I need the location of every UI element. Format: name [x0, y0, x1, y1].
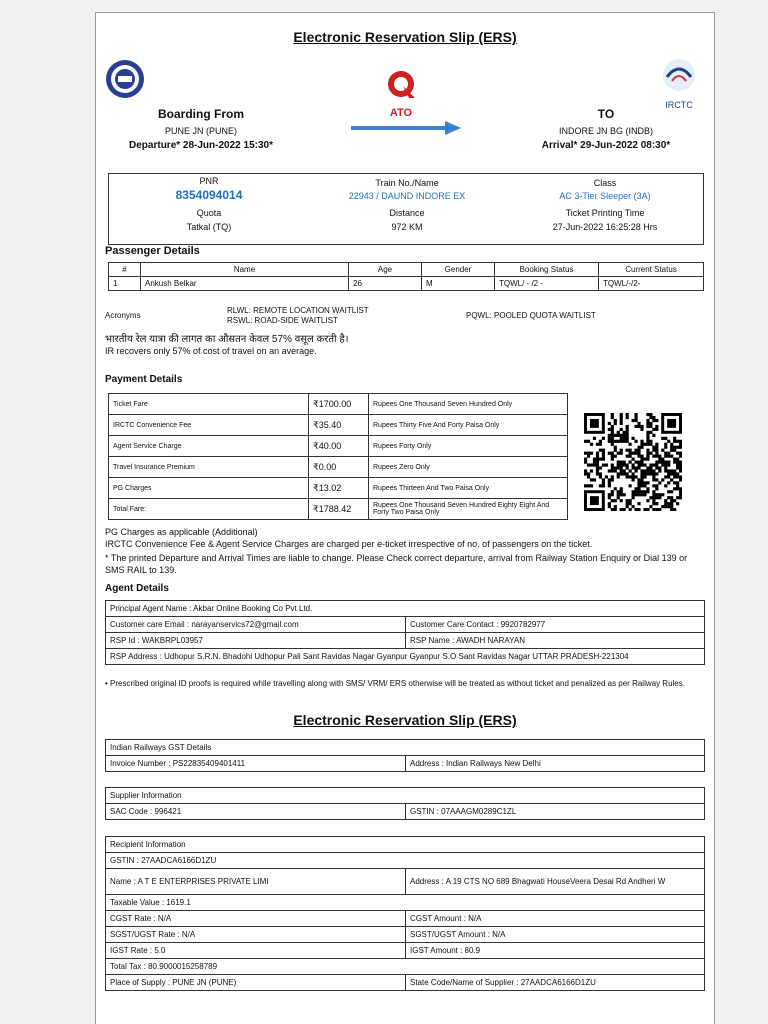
table-cell: Rupees Zero Only — [369, 457, 568, 478]
table-cell: ₹35.40 — [309, 415, 369, 436]
ato-logo-icon — [381, 68, 421, 106]
table-row — [106, 601, 705, 617]
indian-railways-emblem-icon — [104, 58, 146, 105]
convenience-note: IRCTC Convenience Fee & Agent Service Charges are charged per e-ticket irrespective of no. of passengers on the ticket. — [105, 539, 593, 549]
table-row — [109, 436, 568, 457]
table-row — [106, 975, 705, 991]
boarding-station: PUNE JN (PUNE) — [164, 126, 237, 136]
table-row — [106, 869, 705, 895]
arrival-time: Arrival* 29-Jun-2022 08:30* — [541, 140, 671, 151]
acronym-rlwl: RLWL: REMOTE LOCATION WAITLIST — [227, 306, 369, 315]
id-proof-note — [105, 679, 705, 689]
table-cell: 1 — [109, 277, 141, 291]
rsp-id: RSP Id : WAKBRPL03957 — [106, 633, 406, 649]
to-station: INDORE JN BG (INDB) — [558, 126, 653, 136]
table-cell: Rupees Thirteen And Two Paisa Only — [369, 478, 568, 499]
table-row — [109, 499, 568, 520]
table-row — [106, 853, 705, 869]
supplier-table — [105, 787, 705, 820]
table-cell: ₹0.00 — [309, 457, 369, 478]
acronym-pqwl: PQWL: POOLED QUOTA WAITLIST — [466, 311, 596, 320]
acronym-rswl: RSWL: ROAD-SIDE WAITLIST — [227, 316, 338, 325]
rsp-name: RSP Name : AWADH NARAYAN — [406, 633, 705, 649]
place-of-supply: Place of Supply : PUNE JN (PUNE) — [106, 975, 406, 991]
table-cell: ₹40.00 — [309, 436, 369, 457]
recipient-gstin: GSTIN : 27AADCA6166D1ZU — [106, 853, 705, 869]
table-row — [109, 415, 568, 436]
table-row — [106, 895, 705, 911]
agent-heading: Agent Details — [105, 583, 169, 594]
customer-care-email: Customer care Email : narayanservics72@gmail.com — [106, 617, 406, 633]
acronyms-label: Acronyms — [105, 311, 141, 320]
invoice-number: Invoice Number : PS22835409401411 — [106, 756, 406, 772]
passenger-heading: Passenger Details — [105, 245, 200, 257]
quota-value: Tatkal (TQ) — [186, 222, 232, 232]
table-row — [109, 457, 568, 478]
table-cell: Rupees One Thousand Seven Hundred Only — [369, 394, 568, 415]
igst-amount: IGST Amount : 80.9 — [406, 943, 705, 959]
passenger-header-row — [109, 263, 704, 277]
table-cell: ₹1700.00 — [309, 394, 369, 415]
table-cell: Total Fare: — [109, 499, 309, 520]
table-cell: M — [422, 277, 495, 291]
supplier-gstin: GSTIN : 07AAAGM0289C1ZL — [406, 804, 705, 820]
english-notice: IR recovers only 57% of cost of travel on an average. — [105, 346, 317, 356]
ir-gst-heading: Indian Railways GST Details — [106, 740, 705, 756]
table-row — [106, 740, 705, 756]
bullet-icon: • — [105, 679, 108, 688]
table-cell: Rupees One Thousand Seven Hundred Eighty Eight And Forty Two Paisa Only — [369, 499, 568, 520]
col-header: Current Status — [599, 263, 704, 277]
boarding-label: Boarding From — [158, 107, 244, 121]
ato-logo — [381, 68, 421, 119]
recipient-heading: Recipient Information — [106, 837, 705, 853]
cgst-amount: CGST Amount : N/A — [406, 911, 705, 927]
table-cell: Ankush Belkar — [141, 277, 349, 291]
table-cell: 26 — [349, 277, 422, 291]
id-proof-text: Prescribed original ID proofs is required while travelling along with SMS/ VRM/ ERS otherwise will be treated as without ticket and penalized as per Railway Rules. — [110, 679, 685, 688]
to-label: TO — [597, 107, 615, 121]
customer-care-contact: Customer Care Contact : 9920782977 — [406, 617, 705, 633]
table-cell: PG Charges — [109, 478, 309, 499]
printing-value: 27-Jun-2022 16:25:28 Hrs — [552, 222, 658, 232]
table-row — [106, 959, 705, 975]
agent-table — [105, 600, 705, 665]
table-row — [109, 394, 568, 415]
hindi-notice: भारतीय रेल यात्रा की लागत का औसतन केवल 57% वसूल करती है। — [105, 334, 349, 345]
table-cell: Rupees Thirty Five And Forty Paisa Only — [369, 415, 568, 436]
table-cell: Ticket Fare — [109, 394, 309, 415]
taxable-value: Taxable Value : 1619.1 — [106, 895, 705, 911]
recipient-name: Name : A T E ENTERPRISES PRIVATE LIMI — [106, 869, 406, 895]
arrow-right-icon — [351, 121, 461, 140]
supplier-heading: Supplier Information — [106, 788, 705, 804]
times-note: * The printed Departure and Arrival Times are liable to change. Please Check correct departure, arrival from Railway Station Enquiry or Dial 139 or SMS RAIL to 139. — [105, 553, 688, 575]
col-header: Age — [349, 263, 422, 277]
table-row — [106, 756, 705, 772]
ers-page — [95, 12, 715, 1024]
table-row — [109, 478, 568, 499]
pg-note: PG Charges as applicable (Additional) — [105, 527, 258, 537]
irctc-logo-text: IRCTC — [665, 100, 693, 110]
table-cell: ₹1788.42 — [309, 499, 369, 520]
class-label: Class — [593, 178, 617, 188]
table-row — [106, 633, 705, 649]
col-header: Name — [141, 263, 349, 277]
total-tax: Total Tax : 80.9000015258789 — [106, 959, 705, 975]
table-cell: Rupees Forty Only — [369, 436, 568, 457]
cgst-rate: CGST Rate : N/A — [106, 911, 406, 927]
ir-gst-table — [105, 739, 705, 772]
recipient-table — [105, 836, 705, 991]
pnr-label: PNR — [199, 176, 219, 186]
table-cell: Travel Insurance Premium — [109, 457, 309, 478]
col-header: # — [109, 263, 141, 277]
table-row — [106, 927, 705, 943]
irctc-logo — [654, 55, 704, 110]
printing-label: Ticket Printing Time — [565, 208, 645, 218]
table-cell: IRCTC Convenience Fee — [109, 415, 309, 436]
table-row — [106, 943, 705, 959]
table-row — [106, 911, 705, 927]
table-cell: TQWL/-/2- — [599, 277, 704, 291]
supplier-state-code: State Code/Name of Supplier : 27AADCA6166D1ZU — [406, 975, 705, 991]
principal-agent: Principal Agent Name : Akbar Online Booking Co Pvt Ltd. — [106, 601, 705, 617]
irctc-logo-icon — [654, 55, 704, 95]
train-label: Train No./Name — [375, 178, 439, 188]
train-value: 22943 / DAUND INDORE EX — [348, 191, 466, 201]
table-row — [109, 277, 704, 291]
passenger-table — [108, 262, 704, 291]
journey-box — [108, 173, 704, 245]
qr-code-icon — [584, 413, 682, 511]
rsp-address: RSP Address : Udhopur S.R.N. Bhadohi Udhopur Pali Sant Ravidas Nagar Gyanpur Gyanpur S.O Sant Ravidas Nagar UTTAR PRADESH-221304 — [106, 649, 705, 665]
table-row — [106, 804, 705, 820]
distance-value: 972 KM — [391, 222, 423, 232]
payment-table — [108, 393, 568, 520]
col-header: Booking Status — [495, 263, 599, 277]
quota-label: Quota — [196, 208, 222, 218]
sgst-rate: SGST/UGST Rate : N/A — [106, 927, 406, 943]
payment-heading: Payment Details — [105, 374, 183, 385]
ir-address: Address : Indian Railways New Delhi — [406, 756, 705, 772]
table-row — [106, 649, 705, 665]
ers-title: Electronic Reservation Slip (ERS) — [293, 29, 517, 45]
departure-time: Departure* 28-Jun-2022 15:30* — [129, 140, 273, 151]
recipient-address: Address : A 19 CTS NO 689 Bhagwati HouseVeera Desai Rd Andheri W — [406, 869, 705, 895]
col-header: Gender — [422, 263, 495, 277]
sac-code: SAC Code : 996421 — [106, 804, 406, 820]
igst-rate: IGST Rate : 5.0 — [106, 943, 406, 959]
ato-logo-text: ATO — [389, 107, 413, 119]
pnr-value: 8354094014 — [175, 188, 243, 202]
table-cell: Agent Service Charge — [109, 436, 309, 457]
table-row — [106, 617, 705, 633]
table-cell: ₹13.02 — [309, 478, 369, 499]
table-row — [106, 837, 705, 853]
table-cell: TQWL/ - /2 - — [495, 277, 599, 291]
sgst-amount: SGST/UGST Amount : N/A — [406, 927, 705, 943]
distance-label: Distance — [389, 208, 425, 218]
table-row — [106, 788, 705, 804]
gst-title: Electronic Reservation Slip (ERS) — [293, 712, 517, 728]
class-value: AC 3-Tier Sleeper (3A) — [559, 191, 651, 201]
